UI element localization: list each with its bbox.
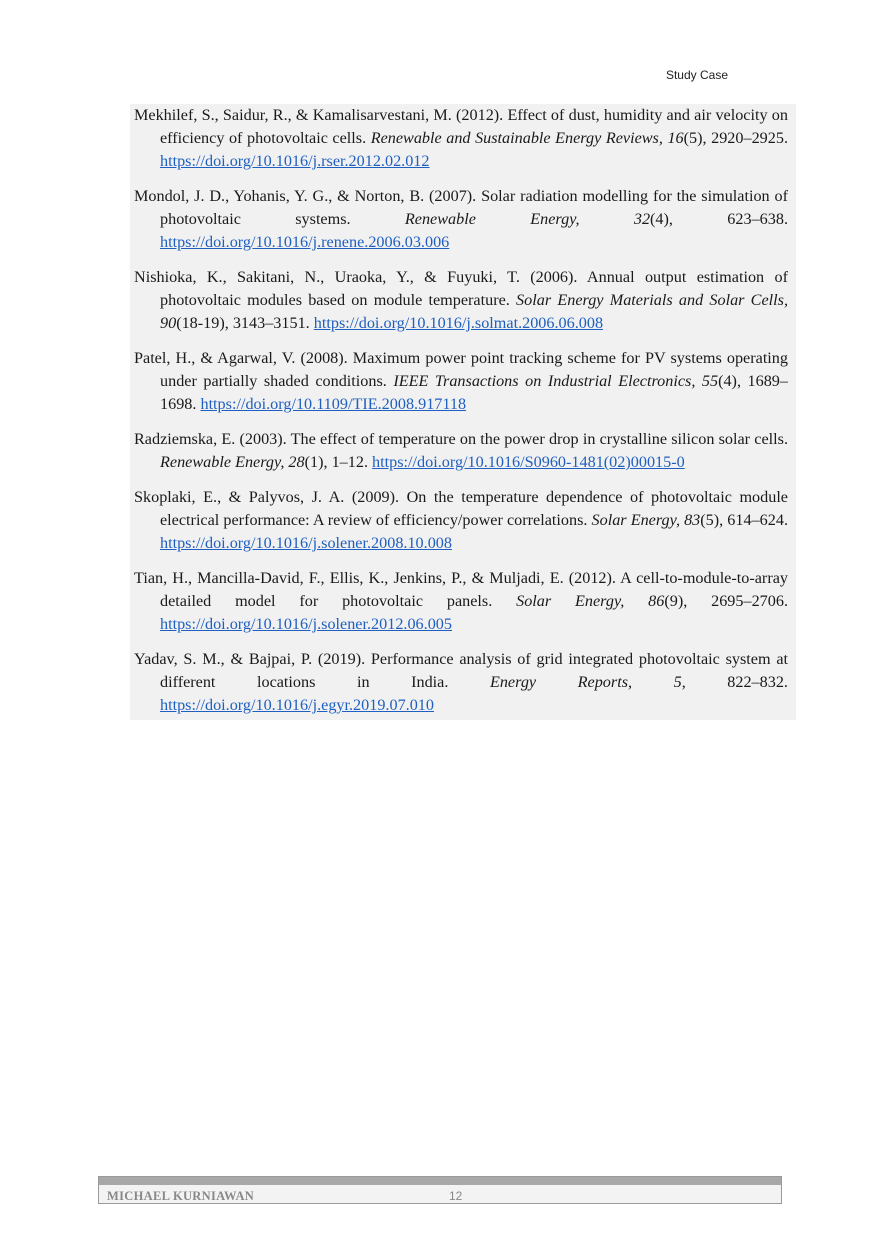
reference-entry: [134, 104, 788, 173]
footer-author: MICHAEL KURNIAWAN: [107, 1189, 255, 1203]
reference-source: Energy Reports, 5: [489, 673, 682, 691]
reference-source: IEEE Transactions on Industrial Electronics, 55: [393, 372, 719, 390]
doi-link[interactable]: https://doi.org/10.1016/j.renene.2006.03.006: [160, 233, 450, 251]
page-footer: [98, 1176, 782, 1204]
reference-entry: [134, 185, 788, 254]
reference-text: Radziemska, E. (2003). The effect of temperature on the power drop in crystalline silicon solar cells.: [134, 430, 788, 448]
reference-entry: [134, 428, 788, 474]
doi-link[interactable]: https://doi.org/10.1016/j.solener.2012.06.005: [160, 615, 452, 633]
reference-entry: [134, 266, 788, 335]
reference-text: Mekhilef, S., Saidur, R., & Kamalisarvestani, M. (2012). Effect of dust, humidity and air velocity on efficiency of photovoltaic cells.: [134, 106, 788, 147]
reference-pages: (4), 1689–1698.: [160, 372, 788, 413]
page-header: Study Case: [665, 68, 728, 82]
reference-pages: (5), 2920–2925.: [683, 129, 788, 147]
reference-source: Solar Energy Materials and Solar Cells, 90: [160, 291, 788, 332]
reference-pages: (1), 1–12.: [304, 453, 373, 471]
reference-source: Solar Energy, 83: [591, 511, 701, 529]
reference-pages: (18-19), 3143–3151.: [176, 314, 314, 332]
doi-link[interactable]: https://doi.org/10.1016/S0960-1481(02)00015-0: [372, 453, 685, 471]
reference-source: Renewable Energy, 32: [404, 210, 651, 228]
reference-list: [130, 104, 796, 720]
reference-text: Tian, H., Mancilla-David, F., Ellis, K., Jenkins, P., & Muljadi, E. (2012). A cell-to-module-to-array detailed model for photovoltaic panels.: [134, 569, 788, 610]
reference-pages: (9), 2695–2706.: [664, 592, 788, 610]
reference-text: Yadav, S. M., & Bajpai, P. (2019). Performance analysis of grid integrated photovoltaic system at different locations in India.: [134, 650, 788, 691]
reference-entry: [134, 648, 788, 717]
reference-pages: (5), 614–624.: [700, 511, 789, 529]
reference-source: Solar Energy, 86: [516, 592, 665, 610]
reference-text: Patel, H., & Agarwal, V. (2008). Maximum power point tracking scheme for PV systems operating under partially shaded conditions.: [134, 349, 788, 390]
footer-rule: [99, 1177, 781, 1185]
doi-link[interactable]: https://doi.org/10.1016/j.solmat.2006.06.008: [313, 314, 604, 332]
reference-pages: , 822–832.: [681, 673, 788, 691]
doi-link[interactable]: https://doi.org/10.1016/j.egyr.2019.07.010: [160, 696, 434, 714]
doi-link[interactable]: https://doi.org/10.1016/j.solener.2008.10.008: [160, 534, 452, 552]
reference-pages: (4), 623–638.: [650, 210, 788, 228]
reference-entry: [134, 486, 788, 555]
reference-entry: [134, 347, 788, 416]
reference-text: Skoplaki, E., & Palyvos, J. A. (2009). On the temperature dependence of photovoltaic module electrical performance: A review of efficiency/power correlations.: [134, 488, 788, 529]
reference-text: Mondol, J. D., Yohanis, Y. G., & Norton, B. (2007). Solar radiation modelling for the simulation of photovoltaic systems.: [134, 187, 788, 228]
reference-entry: [134, 567, 788, 636]
doi-link[interactable]: https://doi.org/10.1016/j.rser.2012.02.012: [160, 152, 430, 170]
page-number: 12: [449, 1189, 463, 1203]
reference-text: Nishioka, K., Sakitani, N., Uraoka, Y., & Fuyuki, T. (2006). Annual output estimation of photovoltaic modules based on module temperature.: [134, 268, 788, 309]
doi-link[interactable]: https://doi.org/10.1109/TIE.2008.917118: [200, 395, 467, 413]
reference-source: Renewable Energy, 28: [160, 453, 305, 471]
reference-source: Renewable and Sustainable Energy Reviews, 16: [370, 129, 684, 147]
